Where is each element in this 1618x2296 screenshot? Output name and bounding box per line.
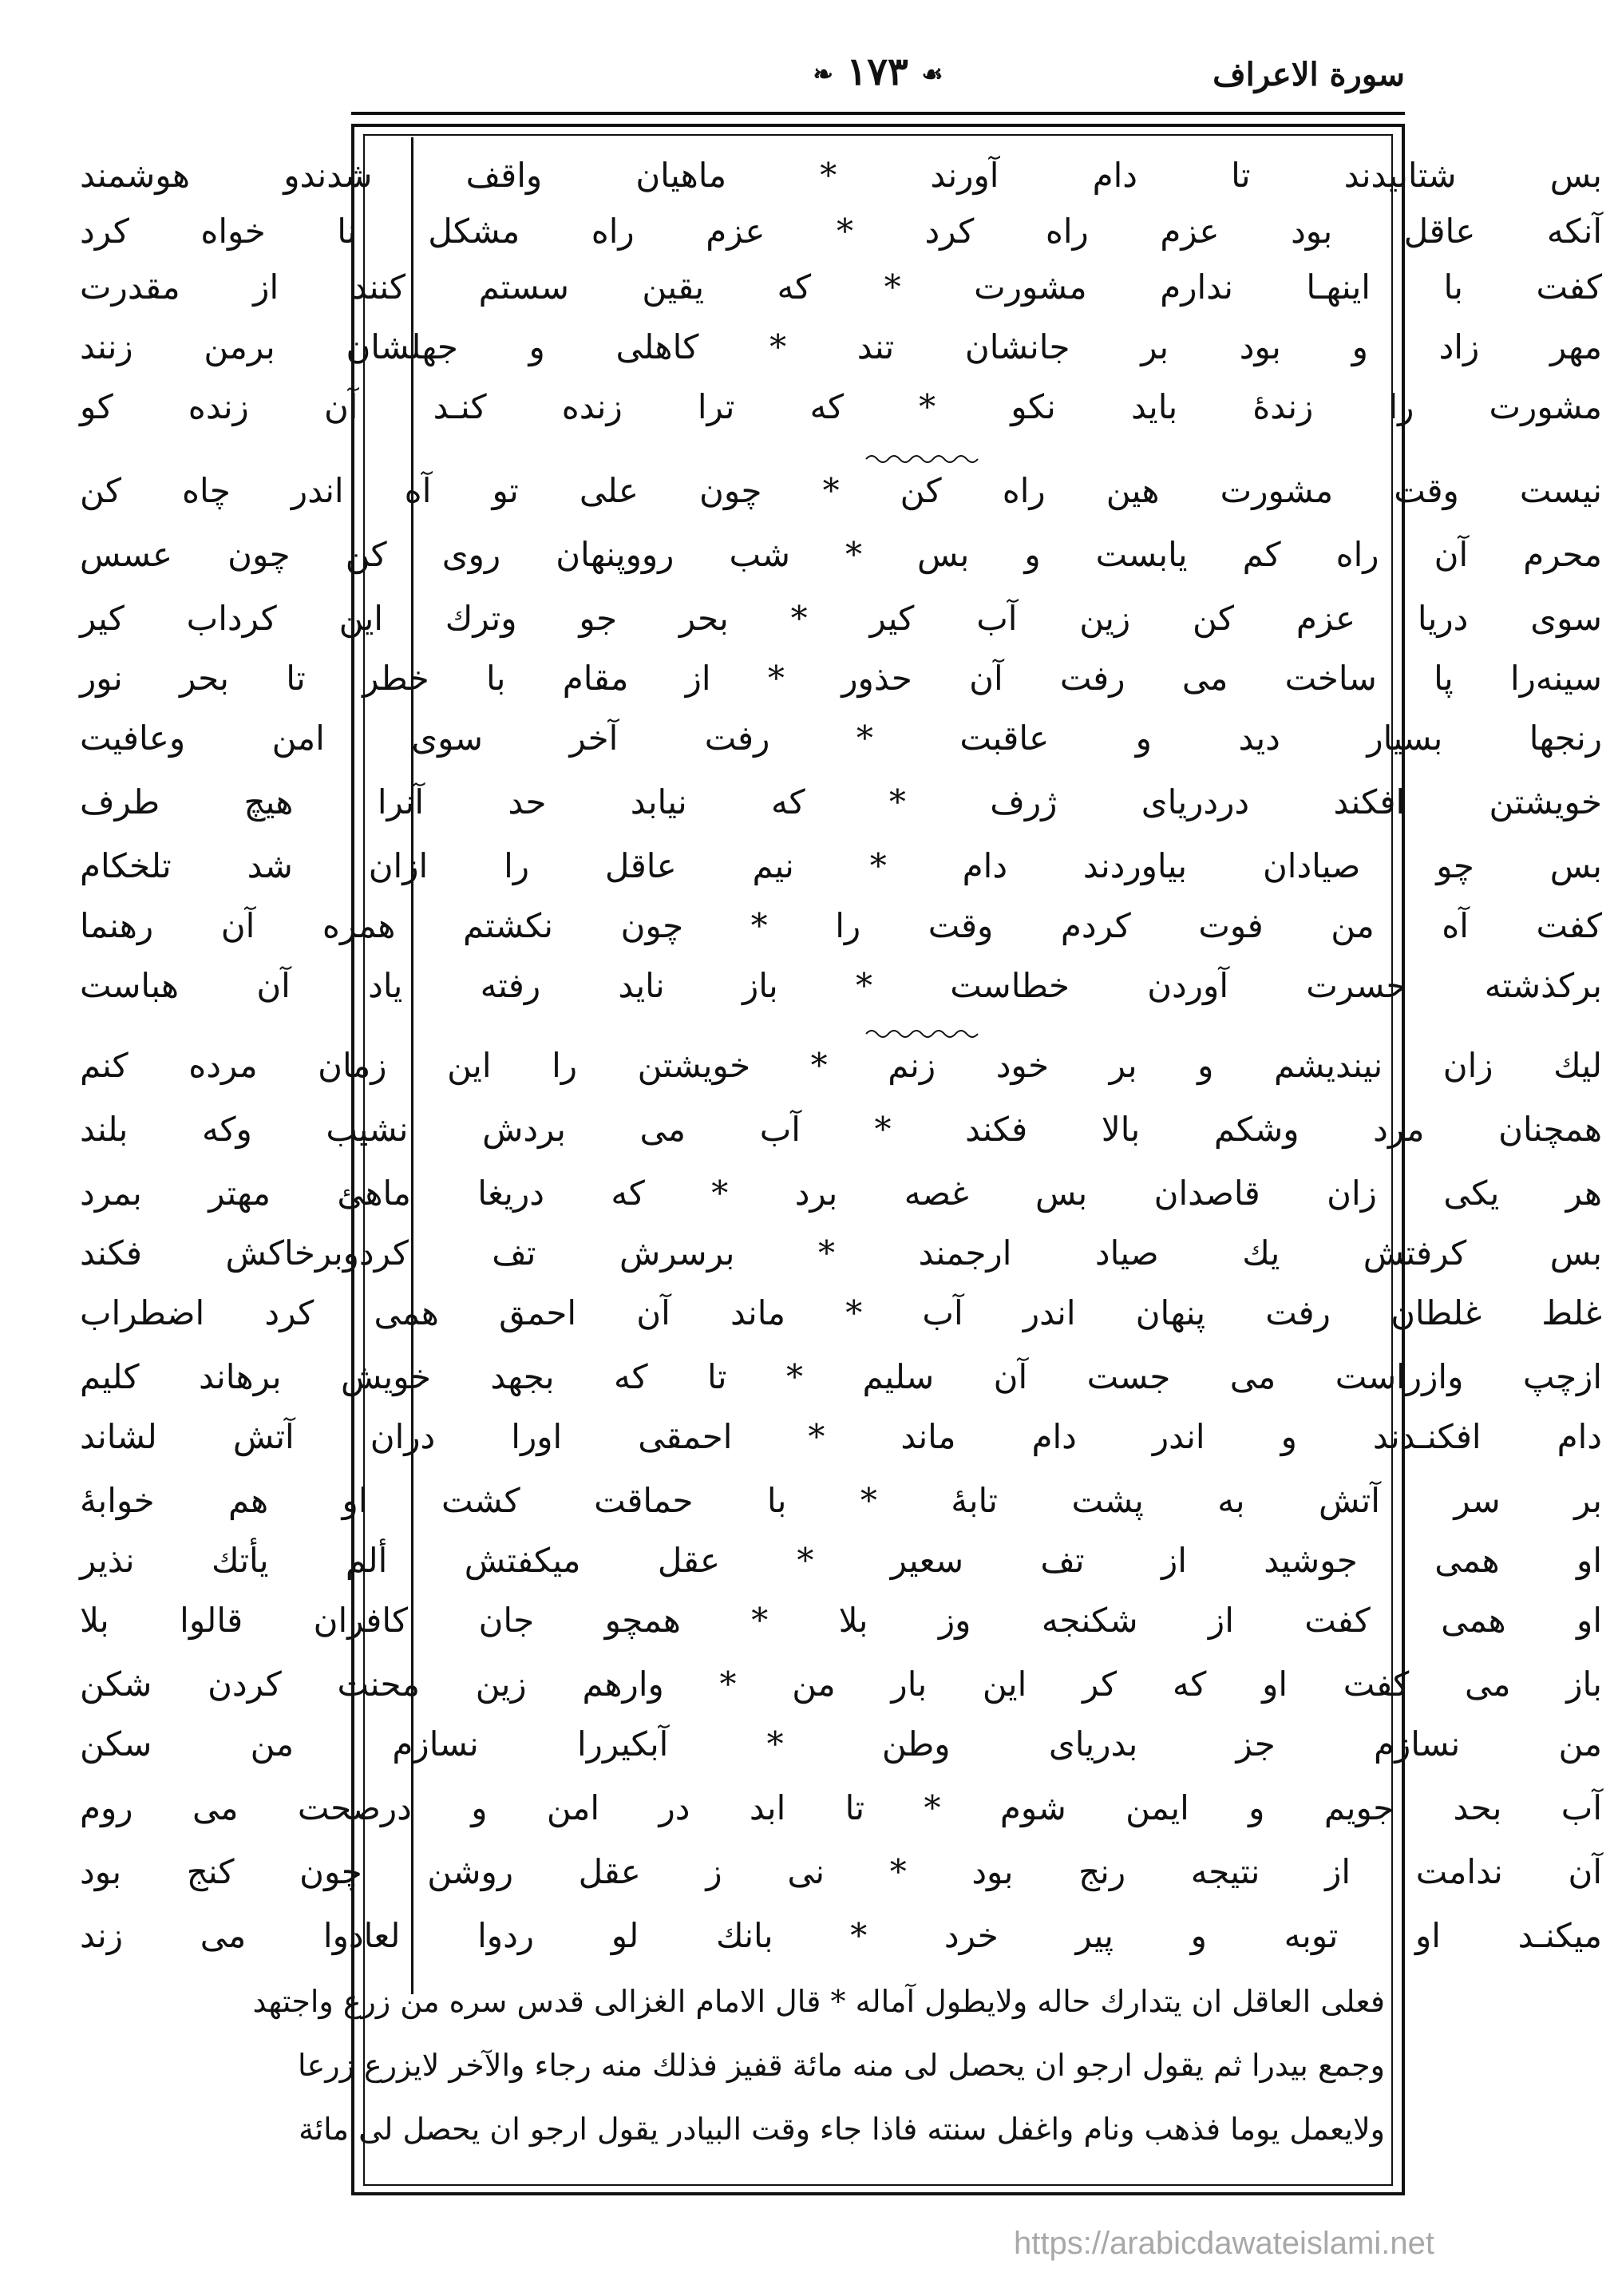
verse-line: خويشتن افكند دردرياى ژرف * كه نيابد حد آنرا هيچ طرف <box>80 782 1602 821</box>
verse-line: كفت با اينهـا ندارم مشورت * كه يقين سستم كنند از مقدرت <box>80 267 1602 307</box>
verse-line: بركذشته حسرت آوردن خطاست * باز نايد رفته ياد آن هباست <box>80 966 1602 1005</box>
verse-line: رنجها بسيار ديد و عاقبت * رفت آخر سوى امن وعافيت <box>80 718 1602 758</box>
verse-line: همچنان مرد وشكم بالا فكند * آب مى بردش نشيب وكه بلند <box>80 1110 1602 1149</box>
verse-line: دام افكنـدند و اندر دام ماند * احمقى اورا دران آتش لشاند <box>80 1417 1602 1456</box>
prose-line: وجمع بيدرا ثم يقول ارجو ان يحصل لى منه مائة قفيز فذلك منه رجاء والآخر لايزرع زرعا <box>297 2048 1385 2083</box>
verse-line: ازچپ وازراست مى جست آن سليم * تا كه بجهد خويش برهاند كليم <box>80 1357 1602 1396</box>
page-number-block <box>813 49 944 94</box>
verse-line: بر سر آتش به پشت تابهٔ * با حماقت كشت او هم خوابهٔ <box>80 1481 1602 1520</box>
verse-line: غلط غلطان رفت پنهان اندر آب * ماند آن احمق همى كرد اضطراب <box>80 1293 1602 1332</box>
ornament-left-icon: ❧ <box>813 61 833 89</box>
verse-line: من نسازم جز بدرياى وطن * آبكيررا نسازم من سكن <box>80 1724 1602 1764</box>
page-header <box>351 48 1405 115</box>
page-number: ١٧٣ <box>846 49 908 94</box>
verse-line: بس شتابيدند تا دام آورند * ماهيان واقف شدندو هوشمند <box>80 156 1602 195</box>
ornament-right-icon: ☙ <box>921 61 944 89</box>
verse-line: باز مى كفت او كه كر اين بار من * وارهم زين محنت كردن شكن <box>80 1665 1602 1704</box>
site-url-watermark: https://arabicdawateislami.net <box>1014 2226 1434 2261</box>
verse-line: او همى كفت از شكنجه وز بلا * همچو جان كافران قالوا بلا <box>80 1601 1602 1640</box>
verse-line: مهر زاد و بود بر جانشان تند * كاهلى و جهلشان برمن زنند <box>80 327 1602 366</box>
verse-line: سينه‌را پا ساخت مى رفت آن حذور * از مقام با خطر تا بحر نور <box>80 659 1602 698</box>
verse-line: آنكه عاقل بود عزم راه كرد * عزم راه مشكل نا خواه كرد <box>80 212 1602 251</box>
prose-line: فعلى العاقل ان يتدارك حاله ولايطول آماله * قال الامام الغزالى قدس سره من زرع واجتهد <box>252 1984 1385 2019</box>
surah-name: سورة الاعراف <box>1213 56 1405 93</box>
verse-line: او همى جوشيد از تف سعير * عقل ميكفتش ألم يأتك نذير <box>80 1541 1602 1580</box>
verse-line: ميكنـد او توبه و پير خرد * بانك لو ردوا لعادوا مى زند <box>80 1916 1602 1955</box>
verse-line: محرم آن راه كم يابست و بس * شب رووپنهان روى كن چون عسس <box>80 535 1602 574</box>
verse-line: آن ندامت از نتيجه رنج بود * نى ز عقل روشن چون كنج بود <box>80 1852 1602 1891</box>
prose-line: ولايعمل يوما فذهب ونام واغفل سنته فاذا جاء وقت البيادر يقول ارجو ان يحصل لى مائة <box>299 2112 1385 2147</box>
verse-line: آب بحد جويم و ايمن شوم * تا ابد در امن و درصحت مى روم <box>80 1788 1602 1827</box>
verse-line: نيست وقت مشورت هين راه كن * چون على تو آه اندر چاه كن <box>80 471 1602 510</box>
verse-line: هر يكى زان قاصدان بس غصه برد * كه دريغا ماهئ مهتر بمرد <box>80 1174 1602 1213</box>
verse-line: كفت آه من فوت كردم وقت را * چون نكشتم همره آن رهنما <box>80 906 1602 945</box>
verse-line: بس كرفتش يك صياد ارجمند * برسرش تف كردوبرخاكش فكند <box>80 1233 1602 1273</box>
verse-line: مشورت را زندهٔ بايد نكو * كه ترا زنده كنـد آن زنده كو <box>80 387 1602 426</box>
verse-line: بس چو صيادان بياوردند دام * نيم عاقل را ازان شد تلخكام <box>80 846 1602 885</box>
verse-line: سوى دريا عزم كن زين آب كير * بحر جو وترك اين كرداب كير <box>80 599 1602 638</box>
verse-line: ليك زان نينديشم و بر خود زنم * خويشتن را اين زمان مرده كنم <box>80 1046 1602 1085</box>
